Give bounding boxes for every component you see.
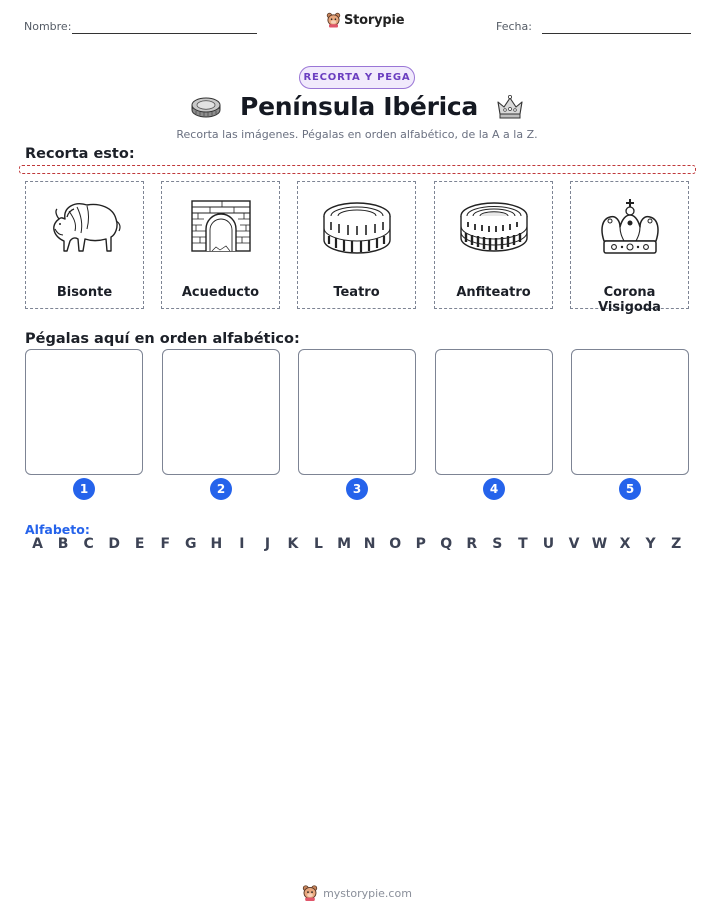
alphabet-letter: S: [492, 536, 503, 552]
alphabet-letter: F: [160, 536, 171, 552]
paste-heading: Pégalas aquí en orden alfabético:: [25, 331, 300, 347]
alphabet-letter: T: [518, 536, 528, 552]
alphabet-letter: E: [134, 536, 145, 552]
alphabet-heading: Alfabeto:: [25, 522, 90, 537]
paste-slot-1[interactable]: [25, 349, 143, 475]
card-label: Acueducto: [181, 285, 260, 300]
paste-slot-2[interactable]: [162, 349, 280, 475]
activity-badge: RECORTA Y PEGA: [299, 66, 415, 89]
bison-icon: [47, 197, 123, 257]
theater-icon: [321, 200, 393, 254]
alphabet-letter: L: [314, 536, 323, 552]
alphabet-letter: N: [363, 536, 376, 552]
card-label: Bisonte: [56, 285, 113, 300]
cut-card-teatro[interactable]: [297, 181, 416, 309]
cut-heading: Recorta esto:: [25, 146, 135, 162]
brand-name: Storypie: [344, 12, 405, 28]
alphabet-row: [25, 536, 689, 552]
card-label: Corona Visigoda: [598, 285, 661, 315]
date-line: [542, 33, 691, 34]
alphabet-letter: Q: [440, 536, 453, 552]
date-label: Fecha:: [496, 20, 532, 33]
storypie-mascot-icon: [326, 12, 341, 28]
visigothic-crown-icon: [598, 197, 662, 257]
alphabet-letter: W: [591, 536, 608, 552]
paste-slot-3[interactable]: [298, 349, 416, 475]
footer: [0, 884, 714, 902]
footer-url[interactable]: mystorypie.com: [323, 886, 412, 900]
slot-number-4: 4: [483, 478, 505, 500]
cut-card-corona-visigoda[interactable]: [570, 181, 689, 315]
amphitheater-icon: [458, 200, 530, 254]
brand-logo: [326, 12, 404, 28]
cut-line: [19, 165, 696, 174]
alphabet-letter: R: [466, 536, 478, 552]
alphabet-letter: A: [32, 536, 43, 552]
alphabet-letter: H: [210, 536, 223, 552]
alphabet-letter: C: [83, 536, 94, 552]
alphabet-letter: X: [619, 536, 631, 552]
paste-slot-5[interactable]: [571, 349, 689, 475]
alphabet-letter: G: [185, 536, 197, 552]
slot-number-2: 2: [210, 478, 232, 500]
name-label: Nombre:: [24, 20, 72, 33]
aqueduct-icon: [190, 199, 252, 255]
card-label: Anfiteatro: [456, 285, 531, 300]
alphabet-letter: K: [287, 536, 299, 552]
paste-slot-4[interactable]: [435, 349, 553, 475]
alphabet-letter: J: [264, 536, 271, 552]
alphabet-letter: I: [239, 536, 245, 552]
slot-number-3: 3: [346, 478, 368, 500]
card-label: Teatro: [333, 285, 380, 300]
coin-icon: [190, 95, 222, 119]
cut-card-acueducto[interactable]: [161, 181, 280, 309]
alphabet-letter: Z: [671, 536, 682, 552]
slot-number-5: 5: [619, 478, 641, 500]
crown-icon: [496, 94, 524, 120]
name-line: [72, 33, 257, 34]
slot-number-1: 1: [73, 478, 95, 500]
instructions: Recorta las imágenes. Pégalas en orden alfabético, de la A a la Z.: [176, 128, 538, 141]
alphabet-letter: P: [415, 536, 426, 552]
alphabet-letter: D: [108, 536, 120, 552]
cut-card-anfiteatro[interactable]: [434, 181, 553, 309]
alphabet-letter: B: [57, 536, 69, 552]
alphabet-letter: U: [542, 536, 555, 552]
page-title: Península Ibérica: [240, 92, 478, 121]
title-row: [0, 92, 714, 121]
alphabet-letter: V: [568, 536, 580, 552]
storypie-mascot-icon: [302, 884, 318, 902]
cut-card-bisonte[interactable]: [25, 181, 144, 309]
alphabet-letter: Y: [645, 536, 656, 552]
alphabet-letter: O: [389, 536, 402, 552]
alphabet-letter: M: [337, 536, 352, 552]
